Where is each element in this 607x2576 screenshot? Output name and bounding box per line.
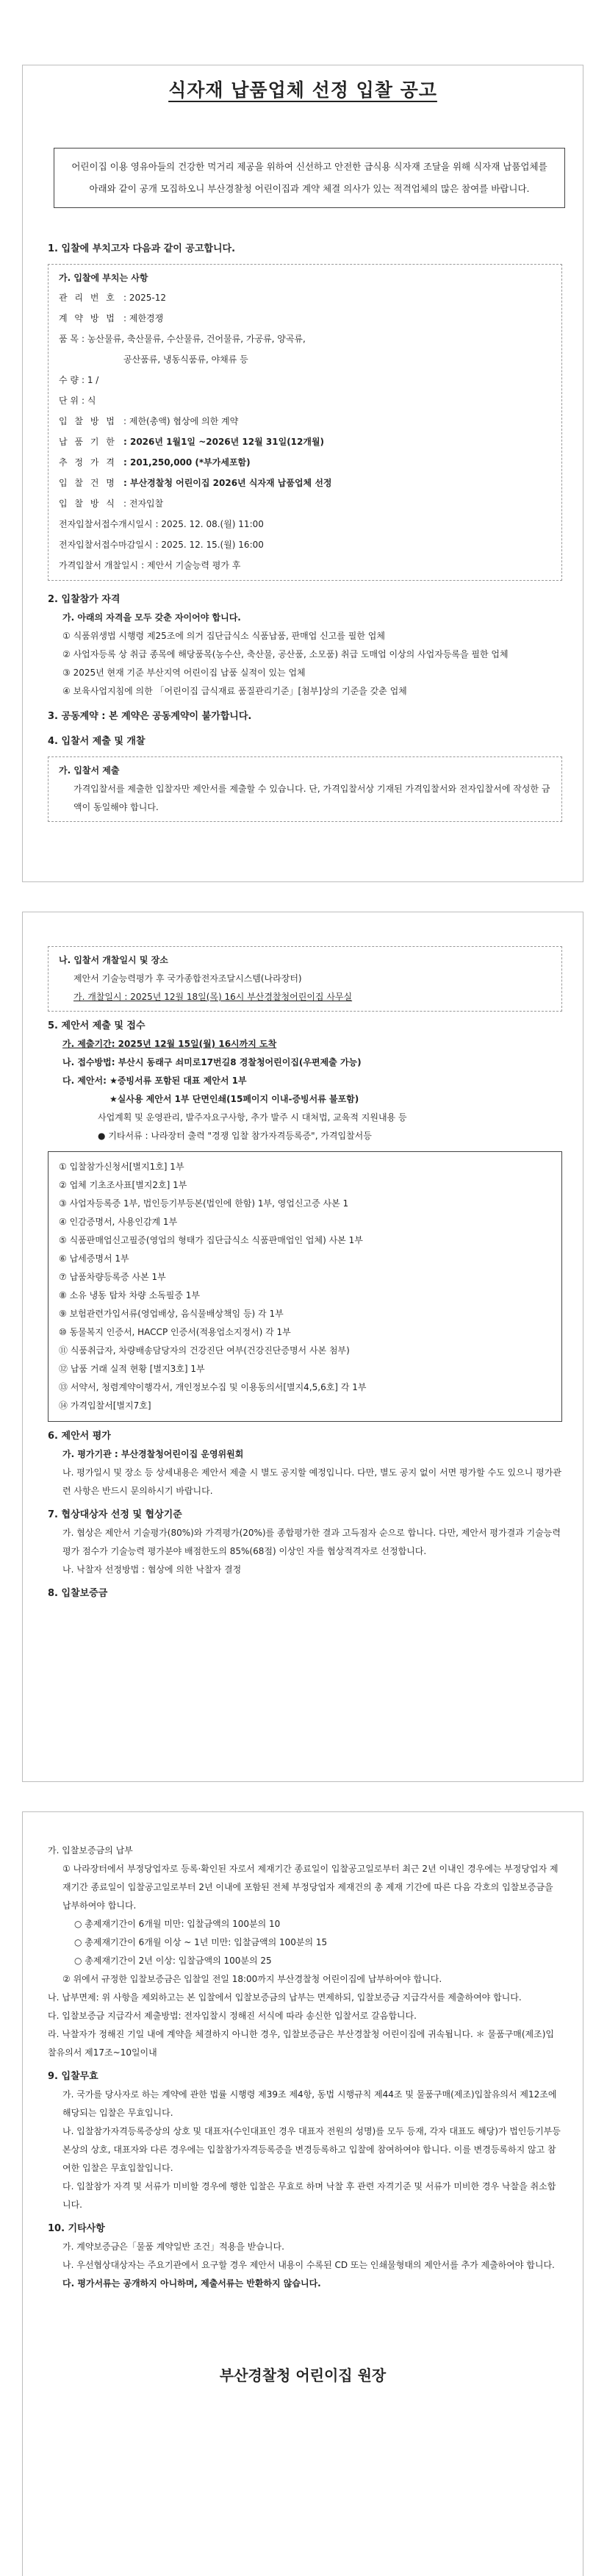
document-item: ⑩ 동물복지 인증서, HACCP 인증서(적용업소지정서) 각 1부 bbox=[59, 1327, 291, 1337]
bid-info-value: 공산품류, 냉동식품류, 야채류 등 bbox=[123, 354, 248, 365]
bid-info-row bbox=[59, 432, 554, 452]
bid-info-label: 수 량 bbox=[59, 375, 79, 385]
bid-info-row bbox=[59, 390, 554, 411]
document-item: ⑪ 식품취급자, 차량배송담당자의 건강진단 여부(건강진단증명서 사본 첨부) bbox=[59, 1345, 350, 1356]
section-6-heading: 6. 제안서 평가 bbox=[48, 1431, 111, 1442]
bid-info-row bbox=[59, 308, 554, 329]
bid-info-value: : 2026년 1월1일 ~2026년 12월 31일(12개월) bbox=[123, 437, 325, 447]
bid-info-label: 전자입찰서접수개시일시 bbox=[59, 519, 153, 529]
qual-item: ① 식품위생법 시행령 제25조에 의거 집단급식소 식품납품, 판매업 신고를 필한 업체 bbox=[62, 631, 385, 641]
bid-info-label: 입 찰 건 명 bbox=[59, 478, 117, 488]
bid-info-row bbox=[59, 287, 554, 308]
document-item: ⑥ 납세증명서 1부 bbox=[59, 1253, 129, 1264]
bid-info-value: : 201,250,000 (*부가세포함) bbox=[123, 457, 251, 468]
bid-info-label: 납 품 기 한 bbox=[59, 437, 117, 447]
bid-info-rows bbox=[59, 287, 554, 576]
opening-line-1: 제안서 기술능력평가 후 국가종합전자조달시스템(나라장터) bbox=[73, 973, 302, 984]
bid-info-label: 계 약 방 법 bbox=[59, 313, 117, 323]
bid-info-row bbox=[59, 473, 554, 493]
bid-info-row bbox=[59, 534, 554, 555]
documents-list bbox=[48, 1151, 562, 1422]
deposit-forfeit: 라. 낙찰자가 정해진 기일 내에 계약을 체결하지 아니한 경우, 입찰보증금은 부산경찰청 어린이집에 귀속됩니다. ＊ 물품구매(제조)입찰유의서 제17조~10일이내 bbox=[48, 2029, 554, 2058]
bid-info-label: 단 위 bbox=[59, 396, 79, 406]
bid-info-label bbox=[59, 349, 123, 370]
deposit-rate-2: ○ 총제재기간이 6개월 이상 ~ 1년 미만: 입찰금액의 100분의 15 bbox=[74, 1937, 328, 1947]
bid-info-value: : 부산경찰청 어린이집 2026년 식자재 납품업체 선정 bbox=[123, 478, 332, 488]
deposit-item-1: ① 나라장터에서 부정당업자로 등록·확인된 자로서 제재기간 종료일이 입찰공고일로부터 최근 2년 이내인 경우에는 부정당업자 제재기간 종료일이 입찰공고일로부터 2년 이내에 포함된 전체 부정당업자 제재건의 총 제재 기간에 따른 다음 각호의 입찰보증금을 납부하여야 합니다. bbox=[62, 1864, 558, 1911]
section-4-heading: 4. 입찰서 제출 및 개찰 bbox=[48, 736, 146, 747]
eval-details: 나. 평가일시 및 장소 등 상세내용은 제안서 제출 시 별도 공지할 예정입니다. 다만, 별도 공지 없이 서면 평가할 수도 있으니 평가관련 사항은 반드시 문의하시기 바랍니다. bbox=[62, 1467, 561, 1496]
bid-info-value: : 농산물류, 축산물류, 수산물류, 건어물류, 가공류, 양곡류, bbox=[82, 334, 306, 344]
eval-agency: 가. 평가기관 : 부산경찰청어린이집 운영위원회 bbox=[62, 1449, 244, 1459]
misc-c: 다. 평가서류는 공개하지 아니하며, 제출서류는 반환하지 않습니다. bbox=[62, 2278, 321, 2289]
document-item: ⑬ 서약서, 청렴계약이행각서, 개인정보수집 및 이용동의서[별지4,5,6호] 각 1부 bbox=[59, 1382, 367, 1392]
bid-info-label: 가격입찰서 개찰일시 bbox=[59, 560, 139, 570]
document-item: ⑦ 납품차량등록증 사본 1부 bbox=[59, 1272, 166, 1282]
bid-info-value: : 제안서 기술능력 평가 후 bbox=[141, 560, 241, 570]
misc-a: 가. 계약보증금은「물품 계약일반 조건」적용을 받습니다. bbox=[62, 2242, 284, 2252]
submission-box bbox=[48, 756, 562, 822]
page-2 bbox=[22, 912, 583, 1782]
deposit-rate-1: ○ 총제재기간이 6개월 미만: 입찰금액의 100분의 10 bbox=[74, 1919, 281, 1929]
page-1 bbox=[22, 65, 583, 882]
bid-info-value: : 제한(총액) 협상에 의한 계약 bbox=[123, 416, 239, 426]
deposit-submission: 다. 입찰보증금 지급각서 제출방법: 전자입찰시 정해진 서식에 따라 송신한 입찰서로 갈음합니다. bbox=[48, 2011, 417, 2021]
proposal-docs-2: ★실사용 제안서 1부 단면인쇄(15페이지 이내-증빙서류 불포함) bbox=[109, 1094, 359, 1104]
section-8-heading: 8. 입찰보증금 bbox=[48, 1588, 108, 1599]
section-1-heading: 1. 입찰에 부치고자 다음과 같이 공고합니다. bbox=[48, 243, 236, 254]
bid-info-value: : 식 bbox=[82, 396, 96, 406]
invalid-c: 다. 입찰참가 자격 및 서류가 미비할 경우에 행한 입찰은 무효로 하며 낙찰 후 관련 자격기준 및 서류가 미비한 경우 낙찰을 취소합니다. bbox=[62, 2181, 556, 2210]
deposit-rate-3: ○ 총제재기간이 2년 이상: 입찰금액의 100분의 25 bbox=[74, 1956, 272, 1966]
bid-info-label: 품 목 bbox=[59, 334, 79, 344]
bid-info-row bbox=[59, 411, 554, 432]
section-2-sub: 가. 아래의 자격을 모두 갖춘 자이어야 합니다. bbox=[62, 612, 241, 623]
submission-sub: 가. 입찰서 제출 bbox=[59, 765, 120, 776]
signature-title: 부산경찰청 어린이집 원장 bbox=[219, 2366, 387, 2384]
submit-method: 나. 접수방법: 부산시 동래구 쇠미로17번길8 경찰청어린이집(우편제출 가능) bbox=[62, 1057, 362, 1067]
section-2-heading: 2. 입찰참가 자격 bbox=[48, 594, 121, 605]
qual-item: ② 사업자등록 상 취급 종목에 해당품목(농수산, 축산물, 공산품, 소모품) 취급 도매업 이상의 사업자등록을 필한 업체 bbox=[62, 649, 509, 659]
invalid-b: 나. 입찰참가자격등록증상의 상호 및 대표자(수인대표인 경우 대표자 전원의 성명)를 모두 등재, 각자 대표도 해당)가 법인등기부등본상의 상호, 대표자와 다른 경우에는 입찰참가자격등록증을 변경등록하고 입찰에 참여하여야 합니다. 이를 변경등록하지 않고 참여한 입찰은 무효입찰입니다. bbox=[62, 2126, 561, 2173]
section-5-heading: 5. 제안서 제출 및 접수 bbox=[48, 1020, 146, 1031]
bid-info-label: 입 찰 방 법 bbox=[59, 416, 117, 426]
bid-info-label: 전자입찰서접수마감일시 bbox=[59, 540, 153, 550]
invalid-a: 가. 국가를 당사자로 하는 계약에 관한 법률 시행령 제39조 제4항, 동법 시행규칙 제44조 및 물품구매(제조)입찰유의서 제12조에 해당되는 입찰은 무효입니다. bbox=[62, 2089, 557, 2118]
document-item: ① 입찰참가신청서[별지1호] 1부 bbox=[59, 1162, 184, 1172]
deposit-item-2: ② 위에서 규정한 입찰보증금은 입찰일 전일 18:00까지 부산경찰청 어린이집에 납부하여야 합니다. bbox=[62, 1974, 442, 1984]
bid-info-label: 입 찰 방 식 bbox=[59, 498, 117, 509]
document-item: ② 업체 기초조사표[별지2호] 1부 bbox=[59, 1180, 187, 1190]
bid-info-row bbox=[59, 452, 554, 473]
document-item: ⑧ 소유 냉동 탑차 차량 소독필증 1부 bbox=[59, 1290, 200, 1300]
bid-info-row bbox=[59, 493, 554, 514]
section-7-heading: 7. 협상대상자 선정 및 협상기준 bbox=[48, 1509, 182, 1520]
bid-info-row bbox=[59, 370, 554, 390]
bid-info-value: : 1 / bbox=[82, 375, 99, 385]
document-item: ⑭ 가격입찰서[별지7호] bbox=[59, 1400, 151, 1411]
proposal-docs: 다. 제안서: ★증빙서류 포함된 대표 제안서 1부 bbox=[62, 1076, 247, 1086]
opening-box bbox=[48, 946, 562, 1012]
deposit-payment: 가. 입찰보증금의 납부 bbox=[48, 1845, 133, 1856]
bid-info-row bbox=[59, 555, 554, 576]
page-3 bbox=[22, 1811, 583, 2576]
proposal-docs-3: 사업계획 및 운영관리, 발주자요구사항, 추가 발주 시 대처법, 교육적 지원내용 등 bbox=[98, 1112, 407, 1123]
bid-info-row bbox=[59, 514, 554, 534]
opening-heading: 나. 입찰서 개찰일시 및 장소 bbox=[59, 955, 168, 965]
bid-info-row bbox=[59, 329, 554, 349]
page-title: 식자재 납품업체 선정 입찰 공고 bbox=[168, 79, 437, 101]
bid-info-value: : 전자입찰 bbox=[123, 498, 164, 509]
qual-item: ④ 보육사업지침에 의한 「어린이집 급식재료 품질관리기준」[첨부]상의 기준을 갖춘 업체 bbox=[62, 686, 407, 696]
winner-method: 나. 낙찰자 선정방법 : 협상에 의한 낙찰자 결정 bbox=[62, 1564, 242, 1575]
bid-info-label: 관 리 번 호 bbox=[59, 293, 117, 303]
bid-info-label: 추 정 가 격 bbox=[59, 457, 117, 468]
negotiation-criteria: 가. 협상은 제안서 기술평가(80%)와 가격평가(20%)를 종합평가한 결과 고득점자 순으로 합니다. 다만, 제안서 평가결과 기술능력평가 점수가 기술능력 평가분야 배점한도의 85%(68점) 이상인 자를 협상적격자로 선정합니다. bbox=[62, 1528, 561, 1556]
bid-info-value: : 2025. 12. 08.(월) 11:00 bbox=[155, 519, 264, 529]
intro-box: 어린이집 이용 영유아들의 건강한 먹거리 제공을 위하여 신선하고 안전한 급식용 식자재 조달을 위해 식자재 납품업체를 아래와 같이 공개 모집하오니 부산경찰청 어린이집과 계약 체결 의사가 있는 적격업체의 많은 참여를 바랍니다. bbox=[54, 148, 565, 208]
section-10-heading: 10. 기타사항 bbox=[48, 2223, 105, 2234]
document-item: ③ 사업자등록증 1부, 법인등기부등본(법인에 한함) 1부, 영업신고증 사본 1 bbox=[59, 1198, 349, 1209]
section-3-heading: 3. 공동계약 : 본 계약은 공동계약이 불가합니다. bbox=[48, 711, 252, 722]
bid-info-row bbox=[59, 349, 554, 370]
submission-text: 가격입찰서를 제출한 입찰자만 제안서를 제출할 수 있습니다. 단, 가격입찰서상 기재된 가격입찰서와 전자입찰서에 작성한 금액이 동일해야 합니다. bbox=[73, 784, 550, 812]
bid-info-value: : 2025. 12. 15.(월) 16:00 bbox=[155, 540, 264, 550]
document-item: ⑫ 납품 거래 실적 현황 [별지3호] 1부 bbox=[59, 1364, 205, 1374]
section-9-heading: 9. 입찰무효 bbox=[48, 2071, 98, 2082]
deposit-exemption: 나. 납부면제: 위 사항을 제외하고는 본 입찰에서 입찰보증금의 납부는 면제하되, 입찰보증금 지급각서를 제출하여야 합니다. bbox=[48, 1992, 522, 2003]
qual-item: ③ 2025년 현재 기준 부산지역 어린이집 납품 실적이 있는 업체 bbox=[62, 668, 306, 678]
document-item: ⑨ 보험관련가입서류(영업배상, 음식물배상책임 등) 각 1부 bbox=[59, 1309, 284, 1319]
bid-info-value: : 2025-12 bbox=[123, 293, 166, 303]
bid-info-value: : 제한경쟁 bbox=[123, 313, 164, 323]
proposal-docs-4: ● 기타서류 : 나라장터 출력 "경쟁 입찰 참가자격등록증", 가격입찰서등 bbox=[98, 1131, 372, 1141]
document-item: ④ 인감증명서, 사용인감계 1부 bbox=[59, 1217, 178, 1227]
opening-line-2: 가. 개찰일시 : 2025년 12월 18일(목) 16시 부산경찰청어린이집 사무실 bbox=[73, 992, 353, 1002]
document-item: ⑤ 식품판매업신고필증(영업의 형태가 집단급식소 식품판매업인 업체) 사본 1부 bbox=[59, 1235, 363, 1245]
bid-info-subheading: 가. 입찰에 부치는 사항 bbox=[59, 273, 148, 283]
submit-period: 가. 제출기간: 2025년 12월 15일(월) 16시까지 도착 bbox=[62, 1039, 277, 1049]
misc-b: 나. 우선협상대상자는 주요기관에서 요구할 경우 제안서 내용이 수록된 CD 또는 인쇄물형태의 제안서를 추가 제출하여야 합니다. bbox=[62, 2260, 555, 2270]
bid-info-box bbox=[48, 264, 562, 581]
